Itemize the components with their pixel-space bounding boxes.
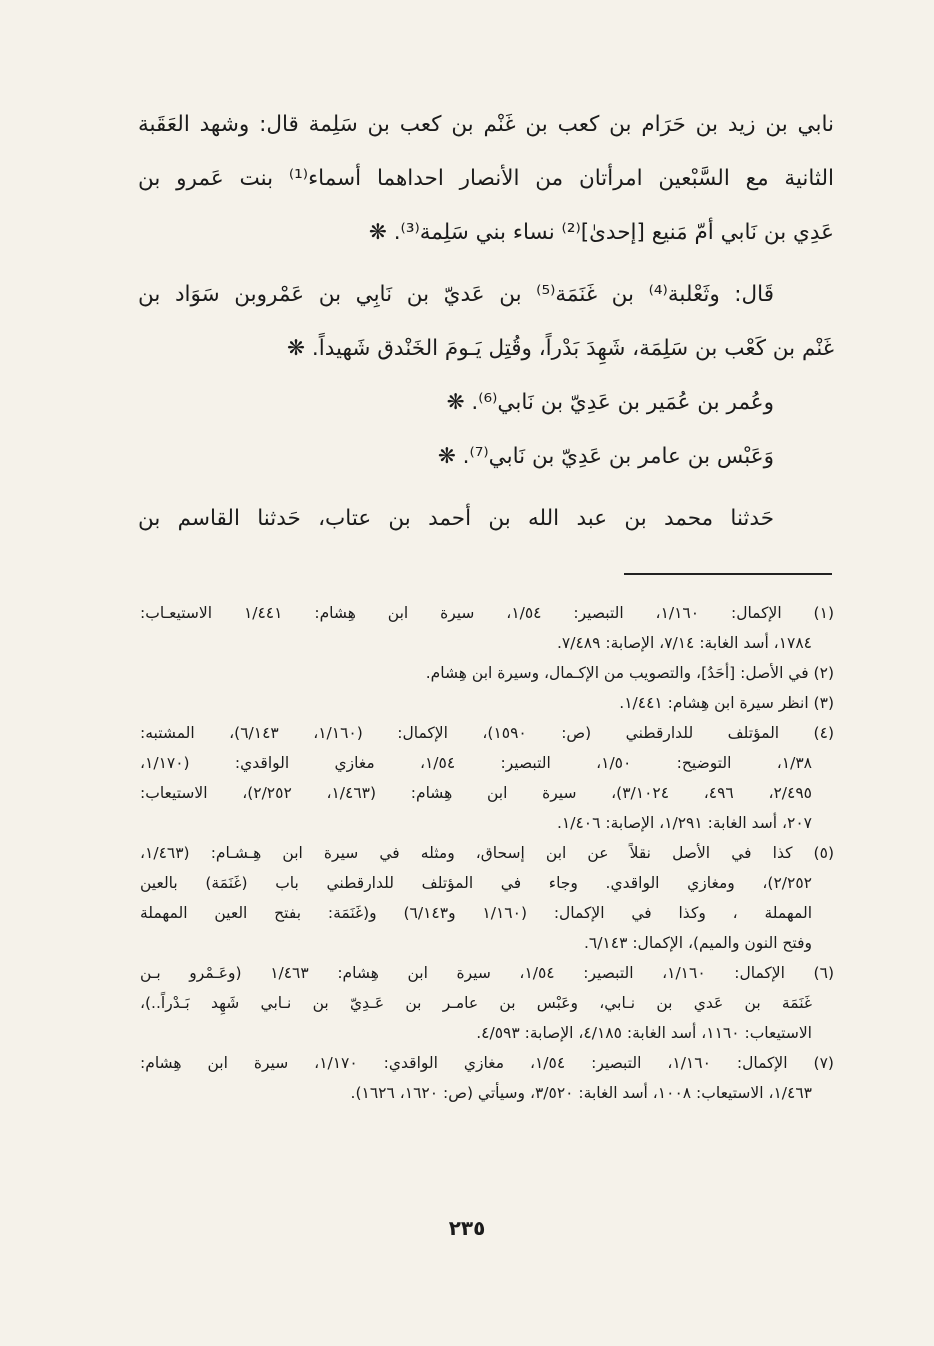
footnote-line: ١٧٨٤، أسد الغابة: ٧/١٤، الإصابة: ٧/٤٨٩.	[556, 634, 812, 652]
footnote-line: المهملة ، وكذا في الإكمال: (١/١٦٠ و٦/١٤٣) و(غَنَمَة: بفتح العين المهملة	[140, 904, 813, 922]
footnote-line: ٢/٢٥٢)، ومغازي الواقدي. وجاء في المؤتلف للدارقطني باب (غَنَمَة) بالعين	[140, 874, 812, 892]
footnote-line: ١/٤٦٣، الاستيعاب: ١٠٠٨، أسد الغابة: ٣/٥٢٠، وسيأتي (ص: ١٦٢٠، ١٦٢٦).	[350, 1084, 812, 1102]
text-line: نابي بن زيد بن حَرَام بن كعب بن غَنْم بن كعب بن سَلِمة قال: وشهد العَقَبة	[138, 112, 834, 137]
footnote-line: (٧) الإكمال: ١/١٦٠، التبصير: ١/٥٤، مغازي الواقدي: ١/١٧٠، سيرة ابن هِشام:	[140, 1054, 834, 1072]
text-line: وَعَبْس بن عامر بن عَدِيّ بن نَابي⁽⁷⁾. ❋	[437, 444, 774, 469]
text-line: الثانية مع السَّبْعين امرأتان من الأنصار احداهما أسماء⁽¹⁾ بنت عَمرو بن	[138, 166, 834, 191]
footnote-line: (٣) انظر سيرة ابن هِشام: ١/٤٤١.	[619, 694, 834, 712]
footnote-line: وفتح النون والميم)، الإكمال: ٦/١٤٣.	[583, 934, 812, 952]
footnotes	[140, 598, 834, 1108]
footnote-line: غَنَمَة بن عَدي بن نـابي، وعَبْس بن عامـر بن عَـدِيّ بن نـابي شَهِد بَـدْراً..)،	[140, 994, 812, 1012]
footnote-line: (١) الإكمال: ١/١٦٠، التبصير: ١/٥٤، سيرة ابن هِشام: ١/٤٤١ الاستيعـاب:	[140, 604, 834, 622]
text-line: حَدثنا محمد بن عبد الله بن أحمد بن عتاب، حَدثنا القاسم بن	[138, 506, 774, 531]
footnote-line: (٥) كذا في الأصل نقلاً عن ابن إسحاق، ومثله في سيرة ابن هِـشـام: (١/٤٦٣،	[140, 844, 834, 862]
footnote-separator	[624, 573, 832, 575]
page-number: ٢٣٥	[448, 1216, 486, 1240]
footnote-line: (٦) الإكمال: ١/١٦٠، التبصير: ١/٥٤، سيرة ابن هِشام: ١/٤٦٣ (وعَـمْرو بـن	[140, 964, 834, 982]
footnote-line: (٤) المؤتلف للدارقطني (ص: ١٥٩٠)، الإكمال: (١/١٦٠، ٦/١٤٣)، المشتبه:	[140, 724, 834, 742]
text-line: وعُمر بن عُمَير بن عَدِيّ بن نَابي⁽⁶⁾. ❋	[446, 390, 774, 415]
text-line: غَنْم بن كَعْب بن سَلِمَة، شَهِدَ بَدْراً، وقُتِل يَـومَ الخَنْدق شَهيداً. ❋	[287, 336, 834, 361]
main-text	[138, 98, 834, 546]
footnote-line: ٢/٤٩٥، ٤٩٦، ٣/١٠٢٤)، سيرة ابن هِشام: (١/٤٦٣، ٢/٢٥٢)، الاستيعاب:	[140, 784, 812, 802]
footnote-line: الاستيعاب: ١١٦٠، أسد الغابة: ٤/١٨٥، الإصابة: ٤/٥٩٣.	[476, 1024, 812, 1042]
footnote-line: (٢) في الأصل: [أحَدُ]، والتصويب من الإكـمال، وسيرة ابن هِشام.	[425, 664, 834, 682]
text-line: عَدِي بن نَابي أمّ مَنيع [إحدىٰ]⁽²⁾ نساء بني سَلِمة⁽³⁾. ❋	[368, 220, 834, 245]
footnote-line: ١/٣٨، التوضيح: ١/٥٠، التبصير: ١/٥٤، مغازي الواقدي: (١/١٧٠،	[140, 754, 812, 772]
footnote-line: ٢٠٧، أسد الغابة: ١/٢٩١، الإصابة: ١/٤٠٦.	[556, 814, 812, 832]
text-line: قَال: وثَعْلبة⁽⁴⁾ بن غَنَمَة⁽⁵⁾ بن عَديّ بن نَابِي بن عَمْروبن سَوَاد بن	[138, 282, 774, 307]
